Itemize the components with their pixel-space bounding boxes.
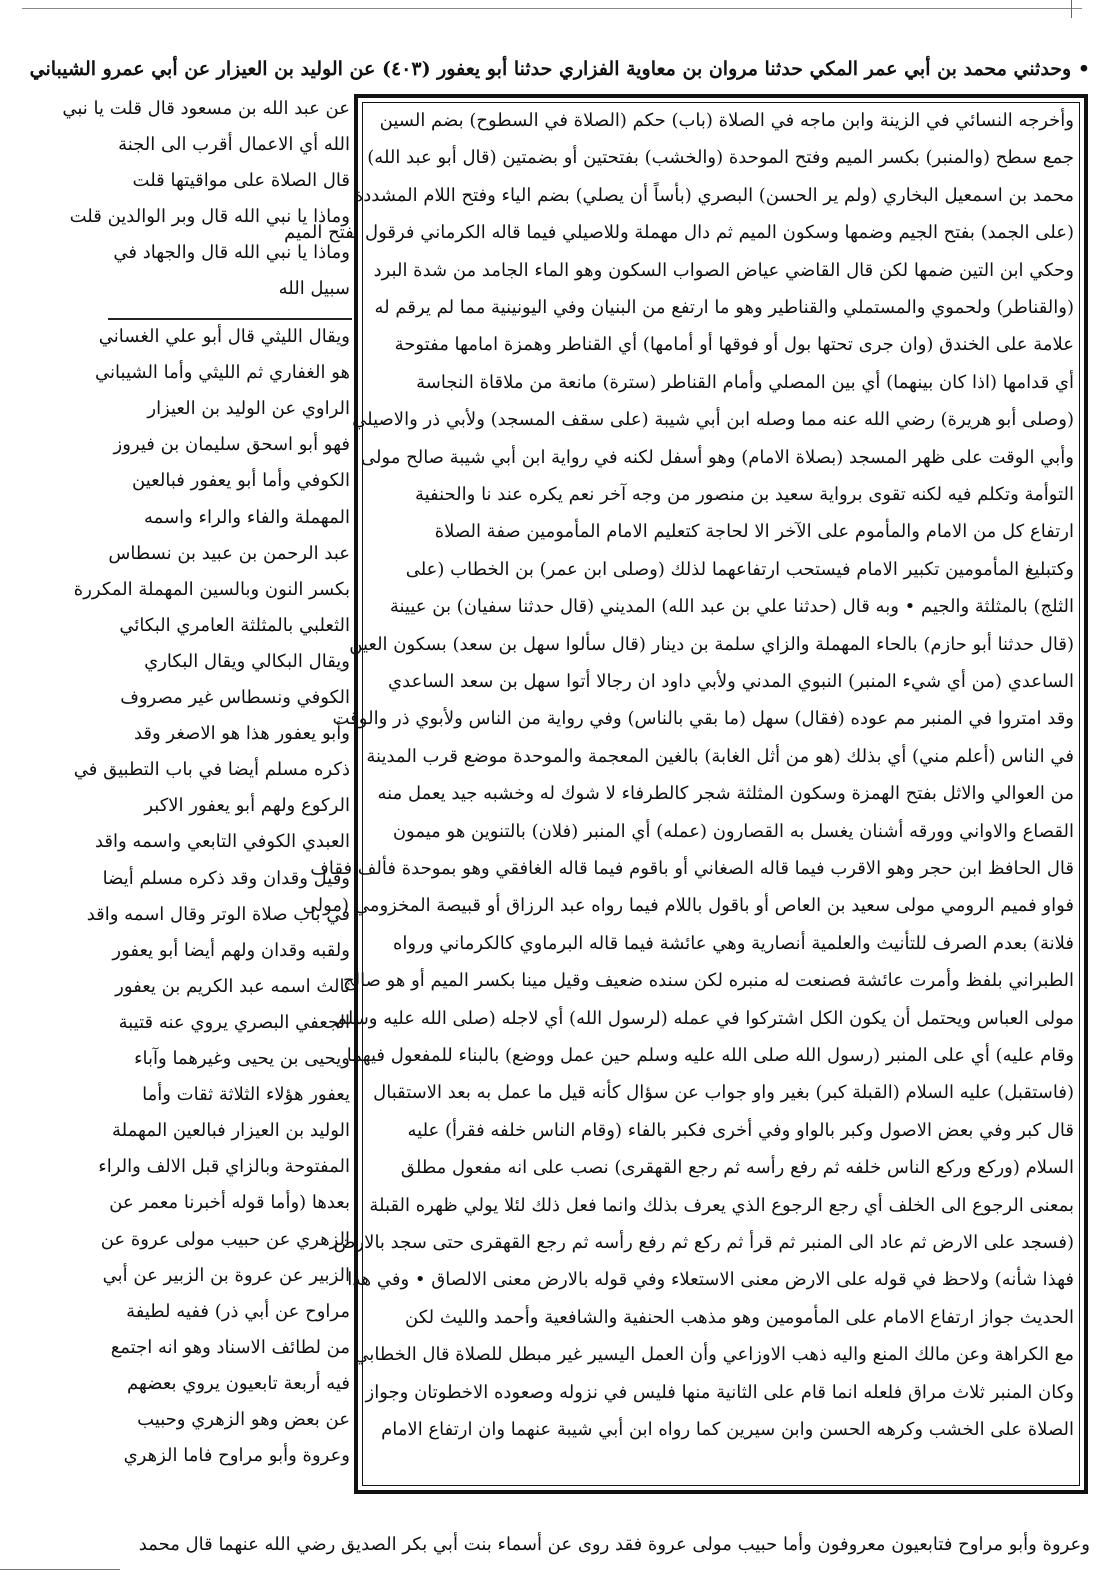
commentary-line: الطبراني بلفظ وأمرت عائشة فصنعت له منبره لكن سنده ضعيف وقيل مينا بكسر الميم أو هو صالح (343, 970, 1074, 992)
commentary-line: (قال حدثنا أبو حازم) بالحاء المهملة والزاي سلمة بن دينار (قال سألوا سهل بن سعد) بسكون العين (349, 633, 1074, 655)
side-note-line: عبد الرحمن بن عبيد بن نسطاس (108, 542, 350, 564)
side-note-line: ذكره مسلم أيضا في باب التطبيق في (73, 759, 350, 781)
side-note-line: فيه أربعة تابعيون يروي بعضهم (126, 1372, 350, 1394)
side-note-line: يعفور هؤلاء الثلاثة ثقات وأما (142, 1084, 350, 1106)
side-note-line: المهملة والفاء والراء واسمه (143, 506, 350, 528)
commentary-line: الحديث جواز ارتفاع الامام على المأمومين وهو مذهب الحنفية والشافعية وأحمد والليث لكن (405, 1306, 1074, 1328)
side-note-line: الجعفي البصري يروي عنه قتيبة (118, 1011, 350, 1033)
commentary-line: ارتفاع كل من الامام والمأموم على الآخر الا لحاجة كتعليم الامام المأمومين صفة الصلاة (434, 521, 1074, 543)
bottom-rule (0, 1569, 120, 1570)
side-note-line: بكسر النون وبالسين المهملة المكررة (73, 578, 350, 600)
commentary-line: قال كبر وفي بعض الاصول وكبر بالواو وفي أخرى فكبر بالفاء (وقام الناس خلفه فقرأ) عليه (407, 1119, 1074, 1141)
side-note-line: وقيل وقدان وقد ذكره مسلم أيضا (102, 867, 350, 889)
commentary-line: التوأمة وتكلم فيه لكنه تقوى برواية سعيد بن منصور من وجه آخر نعم يكره عند نا والحنفية (414, 484, 1074, 505)
commentary-line: من العوالي والاثل بفتح الهمزة وسكون المثلثة شجر كالطرفاء لا شوك له وخشبه جيد يعمل منه (377, 783, 1074, 805)
side-hadith-line: وماذا يا نبي الله قال والجهاد في (113, 242, 350, 263)
commentary-line: وقام عليه) أي على المنبر (رسول الله صلى الله عليه وسلم حين عمل ووضع) بالبناء للمفعول فيهما (346, 1045, 1074, 1066)
commentary-line: في الناس (أعلم مني) أي بذلك (هو من أثل الغابة) بالغين المعجمة والموحدة موضع قرب المدينة (366, 745, 1074, 767)
commentary-line: وأخرجه النسائي في الزينة وابن ماجه في الصلاة (باب) حكم (الصلاة في السطوح) بضم السين (379, 110, 1074, 131)
commentary-line: فهذا شأنه) ولاحظ في قوله على الارض معنى الاستعلاء وفي قوله بالارض معنى الالصاق • وفي هذا (347, 1269, 1074, 1291)
commentary-line: السلام (وركع وركع الناس خلفه ثم رفع رأسه ثم رجع القهقرى) نصب على انه مفعول مطلق (400, 1157, 1074, 1179)
side-note-line: فهو أبو اسحق سليمان بن فيروز (113, 434, 350, 456)
side-note-line: ويحيى بن يحيى وغيرهما وآباء (134, 1048, 350, 1069)
commentary-line: الثلج) بالمثلثة والجيم • وبه قال (حدثنا علي بن عبد الله) المديني (قال حدثنا سفيان) بن عيينة (389, 596, 1074, 618)
side-note-line: في باب صلاة الوتر وقال اسمه واقد (86, 903, 350, 925)
commentary-line: القصاع والاواني وورقه أشنان يغسل به القصارون (عمله) أي المنبر (فلان) بالتنوين هو ميمون (392, 820, 1074, 842)
side-note-line: ويقال الليثي قال أبو علي الغساني (98, 326, 350, 347)
commentary-line: قال الحافظ ابن حجر وهو الاقرب فيما قاله الصغاني أو باقوم فيما قاله الغافقي وهو بموحدة فألف فقاف (310, 858, 1074, 879)
commentary-line: أي قدامها (اذا كان بينهما) أي بين المصلي وأمام القناطر (سترة) مانعة من ملاقاة النجاسة (416, 371, 1074, 393)
side-note-line: ثالث اسمه عبد الكريم بن يعفور (115, 975, 350, 997)
commentary-line: وكتبليغ المأمومين تكبير الامام فيستحب ارتفاعهما لذلك (وصلى ابن عمر) بن الخطاب (على (405, 558, 1074, 580)
footer-line: وعروة وأبو مراوح فتابعيون معروفون وأما حبيب مولى عروة فقد روى عن أسماء بنت أبي بكر الصديق رضي الله عنهما قال محمد (138, 1534, 1090, 1555)
commentary-line: (على الجمد) بفتح الجيم وضمها وسكون الميم ثم دال مهملة وللاصيلي فيما قاله الكرماني فرقول بفتح الميم (284, 222, 1074, 244)
side-divider (108, 318, 352, 320)
side-note-line: من لطائف الاسناد وهو انه اجتمع (110, 1336, 350, 1358)
side-note-line: وأبو يعفور هذا هو الاصغر وقد (133, 723, 350, 745)
commentary-line: وأبي الوقت على ظهر المسجد (بصلاة الامام) وهو أسفل لكنه في رواية ابن أبي شيبة صالح مولى (360, 446, 1074, 468)
side-note-line: المفتوحة وبالزاي قبل الالف والراء (98, 1156, 350, 1178)
commentary-line: محمد بن اسمعيل البخاري (ولم ير الحسن) البصري (بأساً أن يصلي) بضم الياء وفتح اللام المشددة (353, 184, 1074, 206)
side-note-line: عن بعض وهو الزهري وحبيب (137, 1409, 350, 1430)
commentary-line: مع الكراهة وعن مالك المنع واليه ذهب الاوزاعي وأن العمل اليسير غير مبطل للصلاة قال الخطابي (354, 1344, 1074, 1366)
side-note-line: مراوح عن أبي ذر) ففيه لطيفة (126, 1300, 350, 1322)
commentary-line: (والقناطر) ولحموي والمستملي والقناطير وهو ما ارتفع من البنيان وفي اليونينية مما لم يرقم له (374, 297, 1074, 318)
side-note-line: الوليد بن العيزار فبالعين المهملة (112, 1120, 350, 1142)
commentary-line: الصلاة على الخشب وكرهه الحسن وابن سيرين كما رواه ابن أبي شيبة عنهما وان ارتفاع الامام (381, 1419, 1074, 1440)
side-note-line: بعدها (وأما قوله أخبرنا معمر عن (109, 1192, 350, 1214)
commentary-line: فلانة) بعدم الصرف للتأنيث والعلمية أنصارية وهي عائشة فيما قاله البرماوي كالكرماني ورواه (393, 932, 1074, 954)
side-note-line: ولقبه وقدان ولهم أيضا أبو يعفور (112, 939, 350, 961)
side-hadith-line: سبيل الله (278, 278, 350, 299)
commentary-line: بمعنى الرجوع الى الخلف أي رجع الرجوع الذي يعرف بذلك وانما فعل ذلك لئلا يولي ظهره القبلة (369, 1194, 1074, 1216)
commentary-line: الساعدي (من أي شيء المنبر) النبوي المدني ولأبي داود ان رجالا أتوا سهل بن سعد الساعدي (388, 671, 1074, 692)
commentary-line: مولى العباس ويحتمل أن يكون الكل اشتركوا في عمله (لرسول الله) أي لاجله (صلى الله عليه وسلم (335, 1007, 1074, 1029)
commentary-line: (وصلى أبو هريرة) رضي الله عنه مما وصله ابن أبي شيبة (على سقف المسجد) ولأبي ذر والاصيلي (352, 409, 1074, 431)
side-hadith-line: وماذا يا نبي الله قال وبر الوالدين قلت (69, 206, 350, 227)
side-note-line: الركوع ولهم أبو يعفور الاكبر (144, 795, 350, 817)
header-line: • وحدثني محمد بن أبي عمر المكي حدثنا مروان بن معاوية الفزاري حدثنا أبو يعفور (٤٠٣) عن الوليد بن العيزار عن أبي عمرو الشيباني (29, 58, 1090, 80)
side-hadith-line: عن عبد الله بن مسعود قال قلت يا نبي (62, 98, 350, 119)
side-hadith-line: الله أي الاعمال أقرب الى الجنة (118, 134, 350, 155)
side-note-line: الراوي عن الوليد بن العيزار (147, 398, 350, 420)
side-note-line: هو الغفاري ثم الليثي وأما الشيباني (95, 362, 350, 384)
commentary-line: وكان المنبر ثلاث مراق فلعله انما قام على الثانية منها فليس في نزوله وصعوده الاخطوتان وجواز (365, 1381, 1074, 1403)
commentary-line: علامة على الخندق (وان جرى تحتها بول أو فوقها أو أمامها) أي القناطر وهمزة امامها مفتوحة (394, 334, 1074, 356)
side-hadith-line: قال الصلاة على مواقيتها قلت (132, 170, 350, 191)
corner-mark (1071, 0, 1072, 18)
top-rule (22, 8, 1082, 9)
commentary-line: فواو فميم الرومي مولى سعيد بن العاص أو باقول باللام فيما رواه عبد الرزاق أو قبيصة المخزومي (مولى (302, 895, 1074, 917)
side-note-line: الثعلبي بالمثلثة العامري البكائي (119, 614, 350, 636)
side-note-line: العبدي الكوفي التابعي واسمه واقد (94, 831, 350, 853)
commentary-line: وحكي ابن التين ضمها لكن قال القاضي عياض الصواب السكون وهو الماء الجامد من شدة البرد (373, 259, 1074, 281)
side-note-line: الكوفي ونسطاس غير مصروف (120, 687, 350, 708)
side-note-line: الزهري عن حبيب مولى عروة عن (100, 1228, 350, 1250)
side-note-line: ويقال البكالي ويقال البكاري (144, 650, 350, 672)
side-note-line: الكوفي وأما أبو يعفور فبالعين (132, 470, 350, 492)
side-note-line: وعروة وأبو مراوح فاما الزهري (123, 1445, 350, 1467)
side-note-line: الزبير عن عروة بن الزبير عن أبي (102, 1264, 350, 1286)
commentary-line: (فاستقبل) عليه السلام (القبلة كبر) بغير واو جواب عن سؤال كأنه قيل ما عمل به بعد الاستقبال (373, 1082, 1074, 1104)
commentary-line: (فسجد على الارض ثم عاد الى المنبر ثم قرأ ثم ركع ثم رفع رأسه ثم رجع القهقرى حتى سجد بالارض (333, 1232, 1074, 1253)
commentary-line: وقد امتروا في المنبر مم عوده (فقال) سهل (ما بقي بالناس) وفي رواية من الناس ولأبوي ذر والوقت (332, 708, 1074, 730)
commentary-line: جمع سطح (والمنبر) بكسر الميم وفتح الموحدة (والخشب) بفتحتين أو بضمتين (قال أبو عبد الله) (367, 147, 1074, 169)
